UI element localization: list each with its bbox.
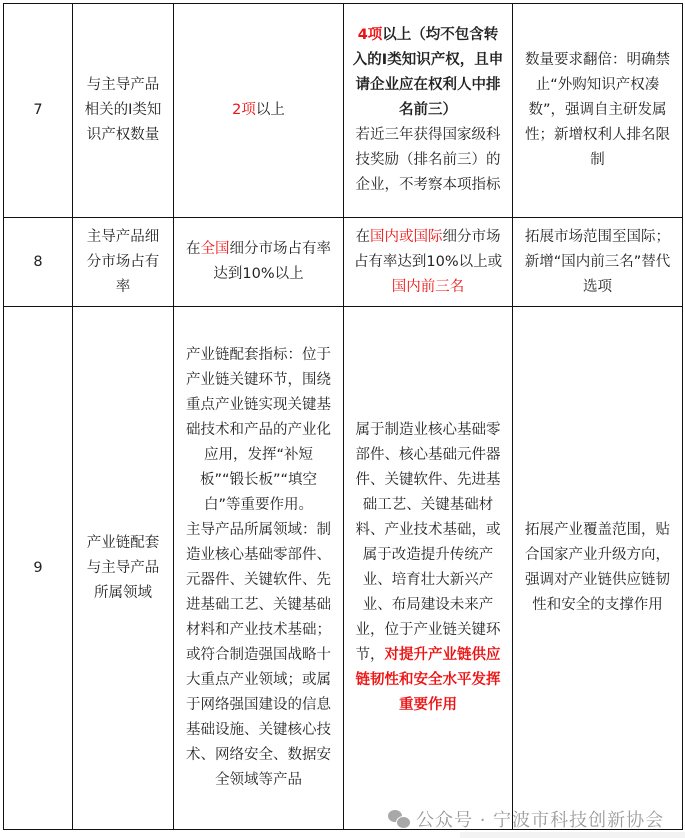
table-row — [4, 4, 683, 218]
highlight-text: 全国 — [200, 241, 230, 257]
indicator-cell: 产业链配套与主导产品所属领域 — [73, 307, 174, 830]
row-number: 9 — [4, 307, 73, 830]
cell-text: 主导产品所属领域：制造业核心基础零部件、元器件、关键软件、先进基础工艺、关键基础材料和产业技术基础；或符合制造强国战略十大重点产业领域；或属于网络强国建设的信息基础设施、关键核心技术、网络安全、数据安全领域等产品 — [186, 522, 331, 788]
table-row — [4, 307, 683, 830]
change-cell: 拓展市场范围至国际；新增“国内前三名”替代选项 — [513, 218, 683, 307]
row-number: 8 — [4, 218, 73, 307]
cell-text: 细分市场占有率达到10%以上 — [213, 241, 331, 282]
cell-text: 细分市场占有率达到10%以上或 — [353, 228, 503, 270]
cell-text: 在 — [355, 228, 370, 245]
old-standard-cell — [174, 307, 344, 830]
old-standard-cell — [174, 218, 344, 307]
new-standard-cell — [344, 4, 513, 218]
change-cell: 数量要求翻倍：明确禁止“外购知识产权凑数”，强调自主研发属性；新增权利人排名限制 — [513, 4, 683, 218]
indicator-cell: 与主导产品相关的I类知识产权数量 — [73, 4, 174, 218]
cell-text: 以上 — [255, 102, 285, 118]
comparison-table — [3, 3, 683, 830]
new-standard-cell — [344, 307, 513, 830]
old-standard-cell — [174, 4, 344, 218]
cell-text: 产业链配套指标：位于产业链关键环节，围绕重点产业链实现关键基础技术和产品的产业化应用，发挥“补短板”“锻长板”“填空白”等重要作用。 — [186, 347, 331, 513]
watermark — [388, 806, 664, 832]
cell-text: 在 — [186, 241, 201, 257]
bottom-fade — [460, 832, 685, 838]
indicator-cell: 主导产品细分市场占有率 — [73, 218, 174, 307]
cell-text: 若近三年获得国家级科技奖励（排名前三）的企业，不考察本项指标 — [355, 127, 501, 193]
row-number: 7 — [4, 4, 73, 218]
wechat-icon — [388, 810, 410, 828]
bold-text: 以上（均不包含转入的I类知识产权，且申请企业应在权利人中排名前三） — [352, 27, 504, 118]
cell-text: 属于制造业核心基础零部件、核心基础元件器件、关键软件、先进基础工艺、关键基础材料、产业技术基础，或属于改造提升传统产业、培育壮大新兴产业、布局建设未来产业，位于产业链关键环节， — [355, 422, 501, 663]
highlight-text: 对提升产业链供应链韧性和安全水平发挥重要作用 — [355, 647, 501, 713]
highlight-text: 国内前三名 — [391, 278, 465, 295]
watermark-text: 公众号 · 宁波市科技创新协会 — [416, 810, 665, 831]
table-row — [4, 218, 683, 307]
new-standard-cell — [344, 218, 513, 307]
highlight-text: 2项 — [232, 102, 256, 118]
highlight-text: 国内或国际 — [370, 228, 443, 245]
highlight-text: 4项 — [357, 27, 383, 43]
change-cell: 拓展产业覆盖范围，贴合国家产业升级方向，强调对产业链供应链韧性和安全的支撑作用 — [513, 307, 683, 830]
